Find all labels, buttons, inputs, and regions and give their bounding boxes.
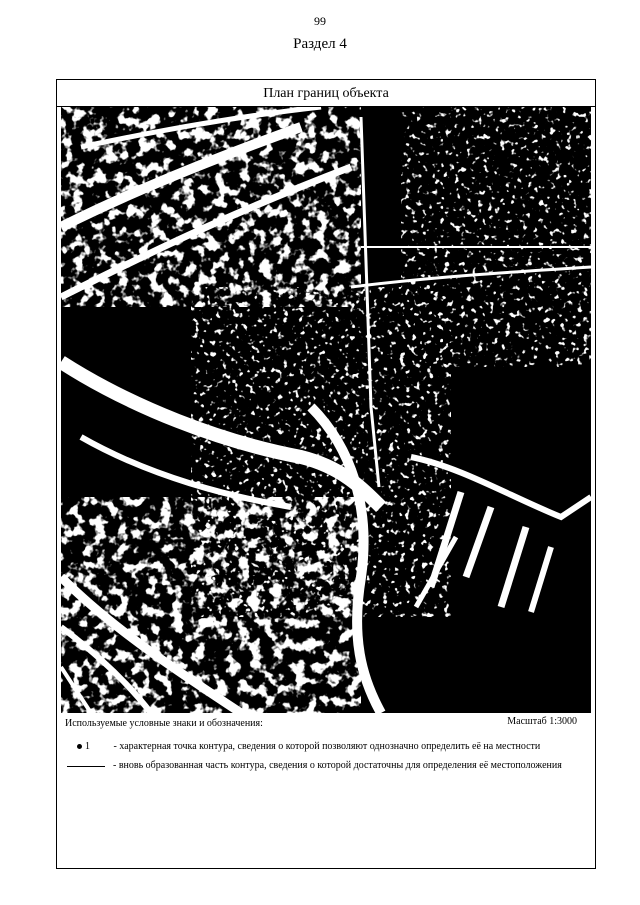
aerial-map-graphic: [61, 107, 591, 713]
plan-title: План границ объекта: [57, 80, 595, 107]
legend-item-point: [77, 741, 587, 752]
point-symbol: [77, 741, 111, 752]
line-symbol-icon: [67, 766, 105, 767]
point-dot-icon: [77, 744, 82, 749]
line-description: - вновь образованная часть контура, сведения о которой достаточны для определения её местоположения: [113, 760, 562, 771]
section-title: Раздел 4: [293, 36, 347, 52]
point-number: 1: [85, 741, 90, 752]
page-number: 99: [314, 14, 326, 28]
point-description: - характерная точка контура, сведения о которой позволяют однозначно определить её на местности: [113, 741, 541, 752]
legend-caption: Используемые условные знаки и обозначения:: [65, 718, 263, 729]
aerial-map-image: [61, 107, 591, 713]
plan-frame: [56, 79, 596, 869]
map-scale: Масштаб 1:3000: [507, 716, 577, 727]
